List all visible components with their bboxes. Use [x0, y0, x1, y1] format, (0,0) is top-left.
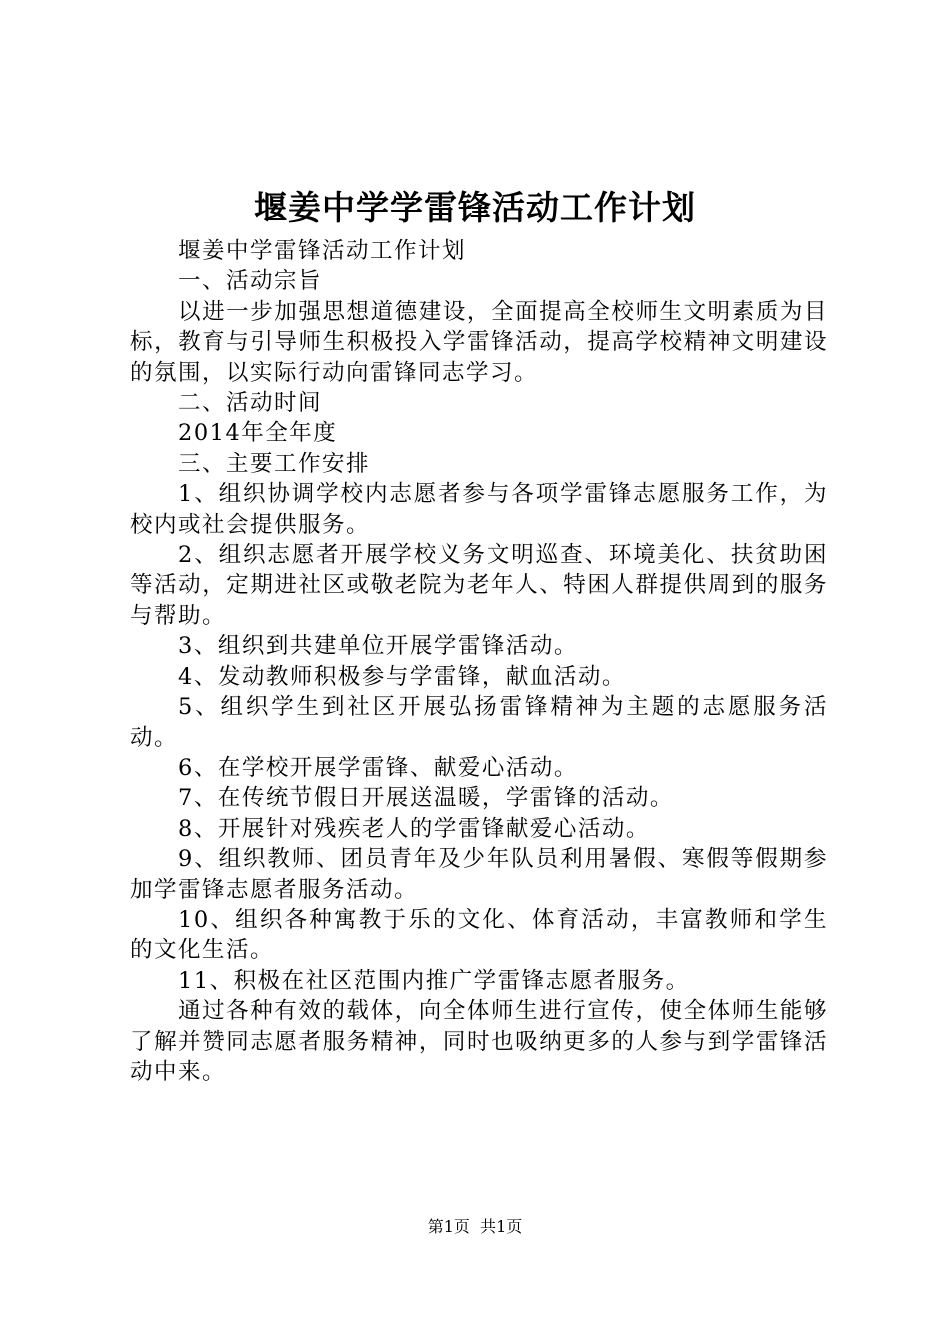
list-item: 3、组织到共建单位开展学雷锋活动。: [178, 633, 578, 660]
page-number: 第1页: [427, 1217, 470, 1236]
list-item: 8、开展针对残疾老人的学雷锋献爱心活动。: [178, 815, 650, 842]
page-footer: [0, 1216, 950, 1238]
list-item: 4、发动教师积极参与学雷锋，献血活动。: [178, 663, 626, 690]
document-title: 堰姜中学学雷锋活动工作计划: [254, 188, 696, 227]
section-heading-purpose: 一、活动宗旨: [178, 268, 323, 295]
section-heading-time: 二、活动时间: [178, 390, 323, 417]
list-item: 5、组织学生到社区开展弘扬雷锋精神为主题的志愿服务活动。: [130, 694, 828, 751]
list-item: 6、在学校开展学雷锋、献爱心活动。: [178, 754, 578, 781]
paragraph-purpose: 以进一步加强思想道德建设，全面提高全校师生文明素质为目标，教育与引导师生积极投入学雷锋活动，提高学校精神文明建设的氛围，以实际行动向雷锋同志学习。: [130, 298, 828, 386]
paragraph-conclusion: 通过各种有效的载体，向全体师生进行宣传，使全体师生能够了解并赞同志愿者服务精神，同时也吸纳更多的人参与到学雷锋活动中来。: [130, 998, 828, 1085]
paragraph-subtitle: 堰姜中学雷锋活动工作计划: [178, 238, 467, 264]
list-item: 9、组织教师、团员青年及少年队员利用暑假、寒假等假期参加学雷锋志愿者服务活动。: [130, 846, 828, 903]
list-item: 10、组织各种寓教于乐的文化、体育活动，丰富教师和学生的文化生活。: [130, 906, 828, 964]
paragraph-time: 2014年全年度: [178, 420, 338, 447]
section-heading-arrangements: 三、主要工作安排: [178, 450, 371, 477]
document-body: [130, 236, 828, 1087]
page-total: 共1页: [480, 1217, 523, 1236]
list-item: 1、组织协调学校内志愿者参与各项学雷锋志愿服务工作，为校内或社会提供服务。: [130, 481, 828, 538]
list-item: 7、在传统节假日开展送温暖，学雷锋的活动。: [178, 785, 674, 812]
list-item: 2、组织志愿者开展学校义务文明巡查、环境美化、扶贫助困等活动，定期进社区或敬老院为老年人、特困人群提供周到的服务与帮助。: [130, 542, 828, 629]
list-item: 11、积极在社区范围内推广学雷锋志愿者服务。: [178, 967, 690, 994]
